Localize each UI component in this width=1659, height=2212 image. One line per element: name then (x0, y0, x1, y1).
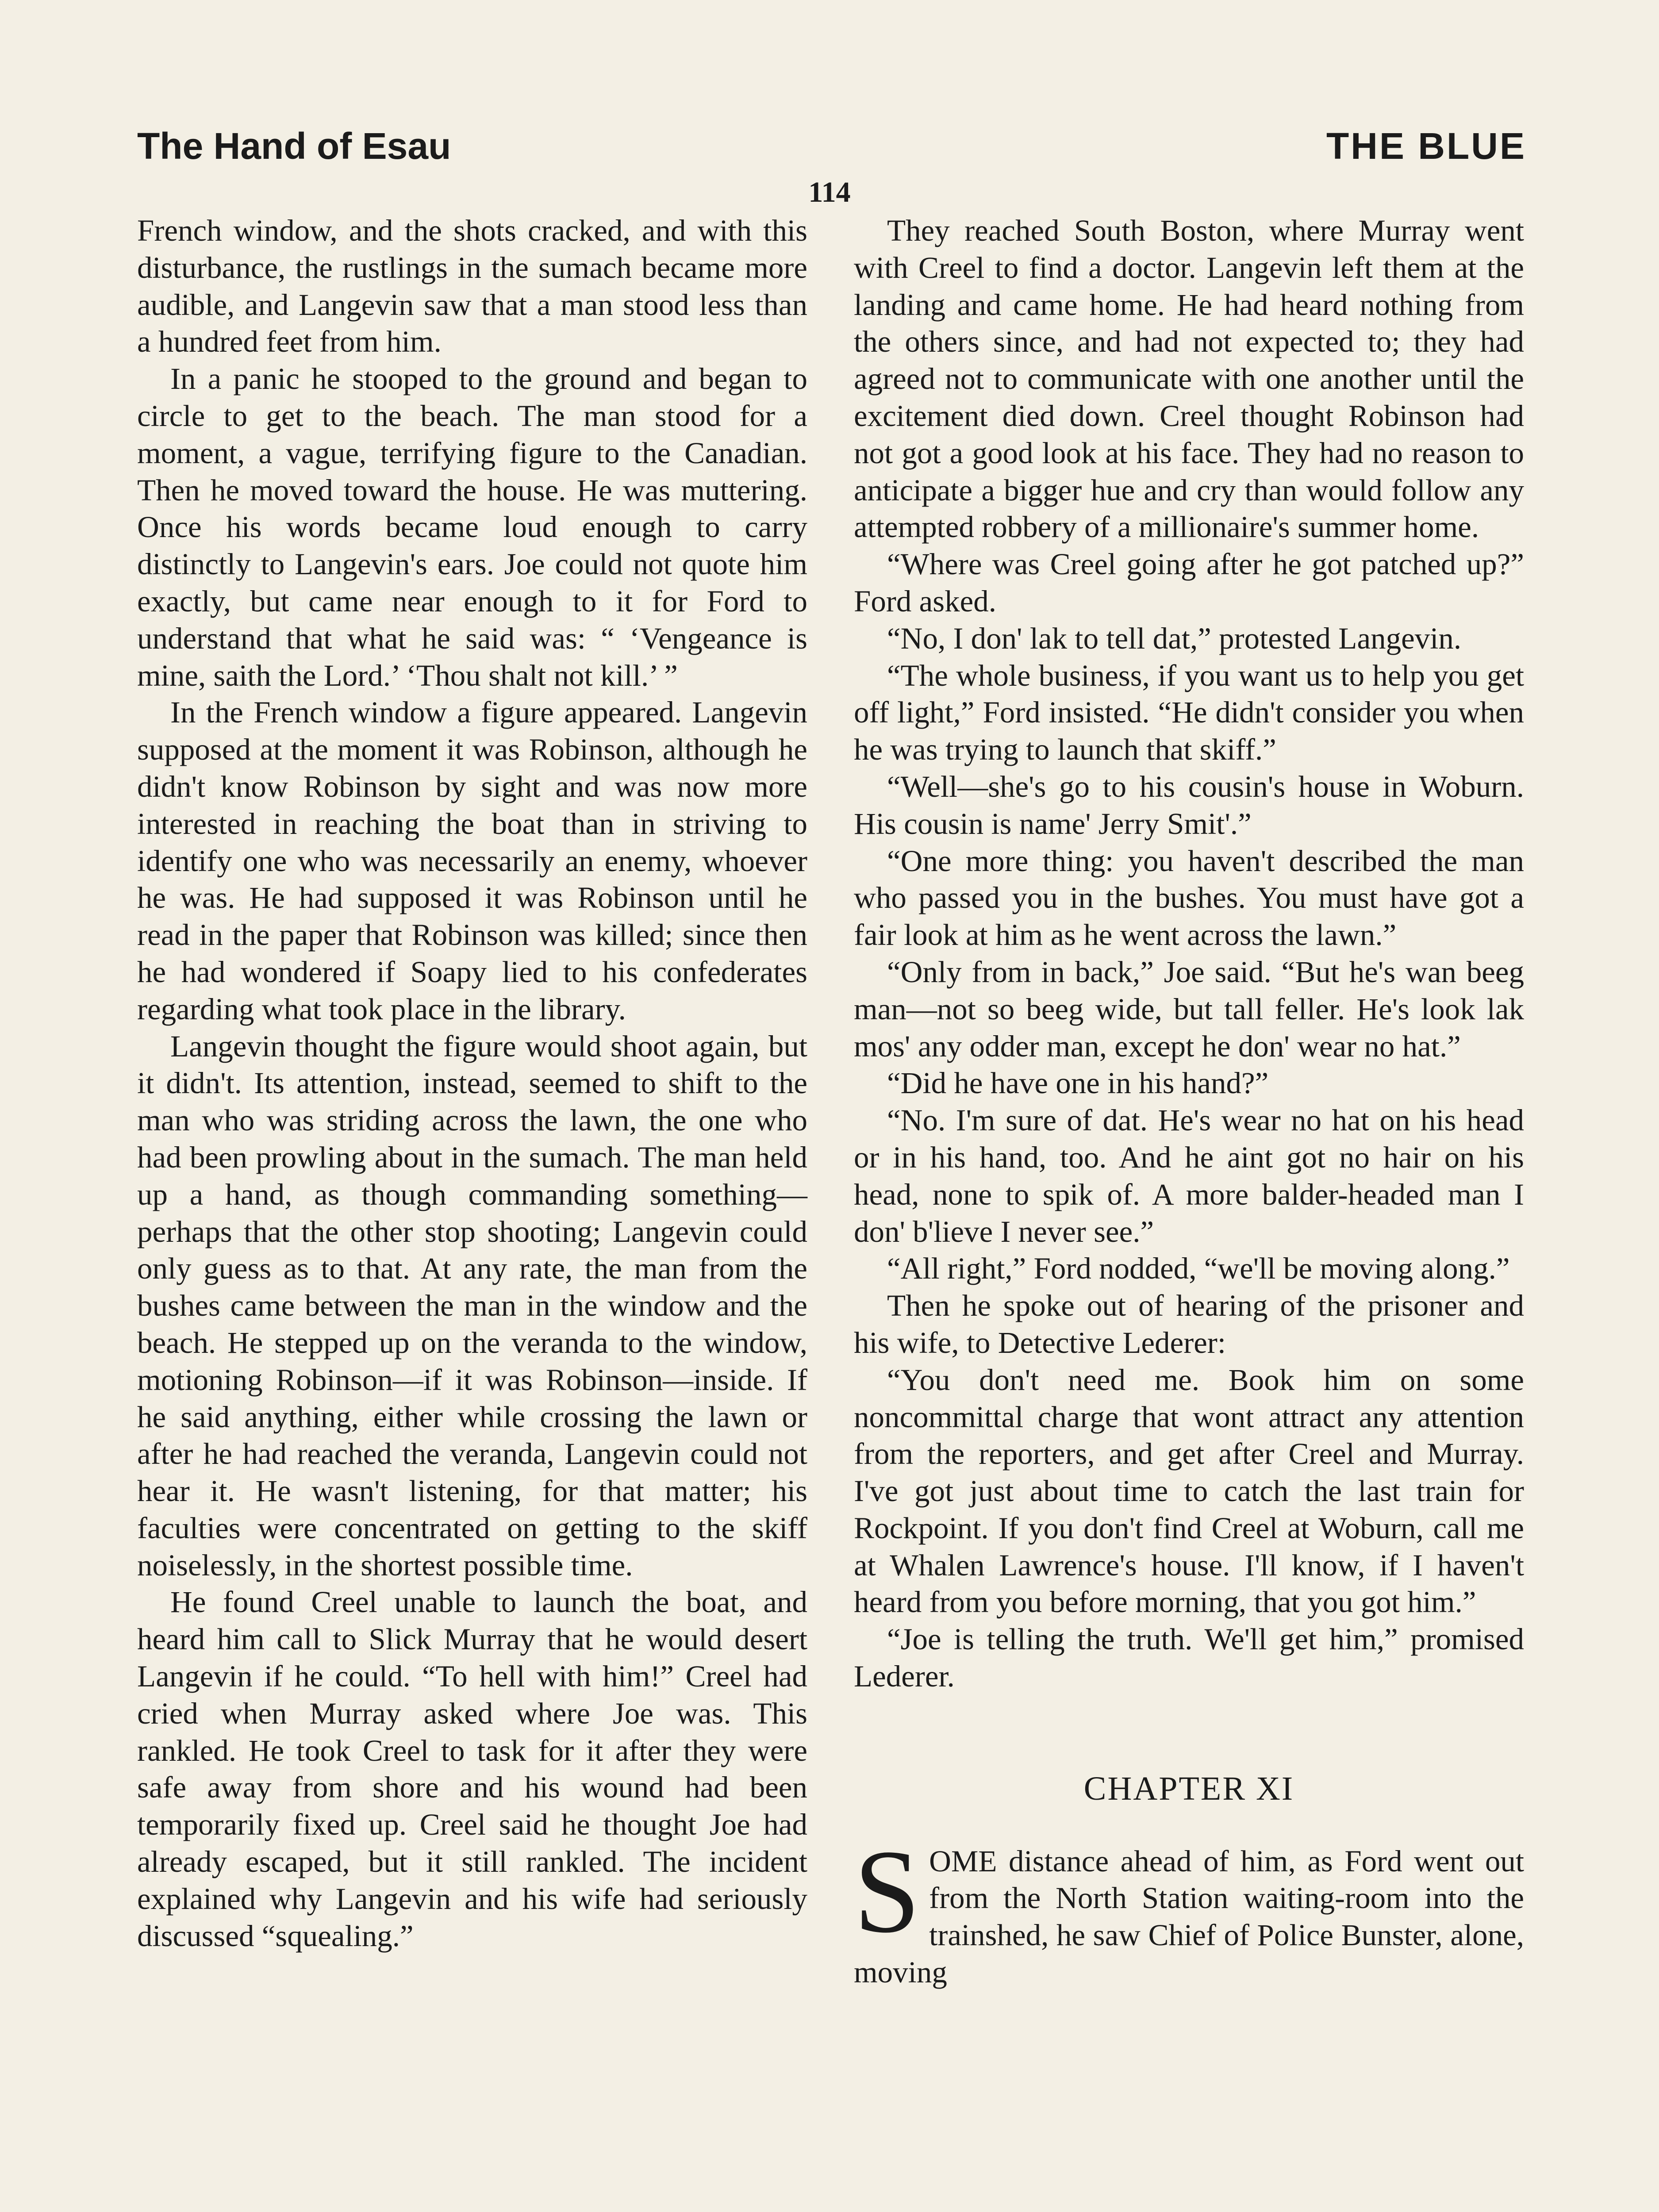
paragraph: “You don't need me. Book him on some noncommittal charge that wont attract any attention from the reporters, and get after Creel and Murray. I've got just about time to catch the last train for Rockpoint. If you don't find Creel at Woburn, call me at Whalen Lawrence's house. I'll know, if I haven't heard from you before morning, that you got him.” (854, 1363, 1524, 1619)
paragraph: “All right,” Ford nodded, “we'll be moving along.” (887, 1252, 1510, 1286)
paragraph: “The whole business, if you want us to help you get off light,” Ford insisted. “He didn't consider you when he was trying to launch that skiff.” (854, 658, 1524, 767)
paragraph: “Well—she's go to his cousin's house in Woburn. His cousin is name' Jerry Smit'.” (854, 769, 1524, 841)
small-caps-lead: OME (929, 1844, 997, 1878)
chapter-opening-paragraph (854, 1825, 1524, 1991)
paragraph: He found Creel unable to launch the boat, and heard him call to Slick Murray that he would desert Langevin if he could. “To hell with him!” Creel had cried when Murray asked where Joe was. This rankled. He took Creel to task for it after they were safe away from shore and his wound had been temporarily fixed up. Creel said he thought Joe had already escaped, but it still rankled. The incident explained why Langevin and his wife had seriously discussed “squealing.” (137, 1585, 807, 1953)
chapter-heading: CHAPTER XI (1083, 1770, 1294, 1807)
paragraph: “One more thing: you haven't described the man who passed you in the bushes. You must have got a fair look at him as he went across the lawn.” (854, 844, 1524, 952)
paragraph: “Only from in back,” Joe said. “But he's wan beeg man—not so beeg wide, but tall feller. He's look lak mos' any odder man, except he don' wear no hat.” (854, 955, 1524, 1063)
right-column (854, 212, 1524, 1991)
paragraph: They reached South Boston, where Murray went with Creel to find a doctor. Langevin left them at the landing and came home. He had heard nothing from the others since, and had not expected to; they had agreed not to communicate with one another until the excitement died down. Creel thought Robinson had not got a good look at his face. They had no reason to anticipate a bigger hue and cry than would follow any attempted robbery of a millionaire's summer home. (854, 214, 1524, 544)
paragraph: “Did he have one in his hand?” (887, 1066, 1269, 1100)
page-number: 114 (808, 176, 851, 208)
magazine-title: THE BLUE (1326, 125, 1526, 167)
paragraph: French window, and the shots cracked, and with this disturbance, the rustlings in the sumach became more audible, and Langevin saw that a man stood less than a hundred feet from him. (137, 214, 807, 359)
story-title: The Hand of Esau (137, 125, 451, 167)
running-head (137, 119, 1526, 173)
paragraph: “No. I'm sure of dat. He's wear no hat on his head or in his hand, too. And he aint got no hair on his head, none to spik of. A more balder-headed man I don' b'lieve I never see.” (854, 1103, 1524, 1248)
paragraph: Langevin thought the figure would shoot again, but it didn't. Its attention, instead, seemed to shift to the man who was striding across the lawn, the one who had been prowling about in the sumach. The man held up a hand, as though commanding something—perhaps that the other stop shooting; Langevin could only guess as to that. At any rate, the man from the bushes came between the man in the window and the beach. He stepped up on the veranda to the window, motioning Robinson—if it was Robinson—inside. If he said anything, either while crossing the lawn or after he had reached the veranda, Langevin could not hear it. He wasn't listening, for that matter; his faculties were concentrated on getting to the skiff noiselessly, in the shortest possible time. (137, 1029, 807, 1582)
paragraph: In the French window a figure appeared. Langevin supposed at the moment it was Robinson, although he didn't know Robinson by sight and was now more interested in reaching the boat than in striving to identify one who was necessarily an enemy, whoever he was. He had supposed it was Robinson until he read in the paper that Robinson was killed; since then he had wondered if Soapy lied to his confederates regarding what took place in the library. (137, 695, 807, 1026)
paragraph: “No, I don' lak to tell dat,” protested Langevin. (887, 621, 1462, 655)
chapter-opening-text: distance ahead of him, as Ford went out from the North Station waiting-room into the trainshed, he saw Chief of Police Bunster, alone, moving (854, 1844, 1524, 1989)
paragraph: Then he spoke out of hearing of the prisoner and his wife, to Detective Lederer: (854, 1289, 1524, 1359)
paragraph: “Joe is telling the truth. We'll get him,” promised Lederer. (854, 1622, 1524, 1694)
paragraph: In a panic he stooped to the ground and began to circle to get to the beach. The man stood for a moment, a vague, terrifying figure to the Canadian. Then he moved toward the house. He was muttering. Once his words became loud enough to carry distinctly to Langevin's ears. Joe could not quote him exactly, but came near enough to it for Ford to understand that what he said was: “ ‘Vengeance is mine, saith the Lord.’ ‘Thou shalt not kill.’ ” (137, 362, 807, 692)
left-column (137, 212, 807, 1955)
paragraph: “Where was Creel going after he got patched up?” Ford asked. (854, 547, 1524, 618)
drop-cap: S (854, 1825, 921, 1958)
